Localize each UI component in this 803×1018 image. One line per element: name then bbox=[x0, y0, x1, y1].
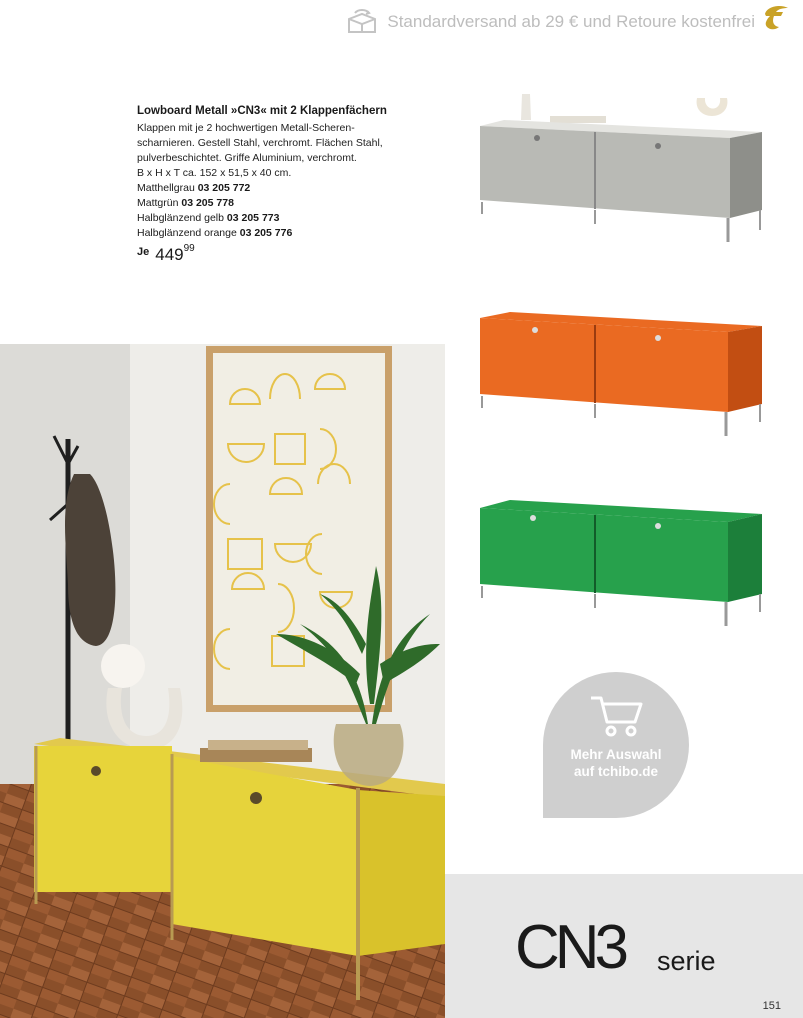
price bbox=[137, 245, 457, 262]
lowboard-front bbox=[480, 126, 730, 218]
description-line: B x H x T ca. 152 x 51,5 x 40 cm. bbox=[137, 167, 292, 179]
shipping-text: Standardversand ab 29 € und Retoure kostenfrei bbox=[387, 12, 755, 31]
price-euros: 449 bbox=[155, 245, 184, 264]
shopping-cart-icon bbox=[589, 694, 645, 738]
variant-name: Halbglänzend gelb bbox=[137, 212, 224, 224]
variant-name: Halbglänzend orange bbox=[137, 227, 237, 239]
page-number: 151 bbox=[762, 1000, 781, 1012]
badge-line-1: Mehr Auswahl bbox=[570, 747, 662, 762]
product-description bbox=[137, 121, 457, 181]
variant-grey bbox=[137, 181, 457, 196]
box-return-icon bbox=[345, 9, 379, 35]
series-name: CN3 bbox=[515, 913, 625, 982]
shipping-info bbox=[345, 9, 755, 35]
article-number: 03 205 778 bbox=[181, 197, 234, 209]
article-number: 03 205 776 bbox=[239, 227, 293, 239]
series-suffix: serie bbox=[657, 946, 716, 976]
variant-yellow bbox=[137, 211, 457, 226]
more-choice-badge[interactable] bbox=[543, 672, 689, 818]
description-line: scharnieren. Gestell Stahl, verchromt. Flächen Stahl, bbox=[137, 137, 383, 149]
variant-name: Mattgrün bbox=[137, 197, 179, 209]
price-prefix: Je bbox=[137, 246, 150, 258]
lowboard-side bbox=[728, 514, 762, 602]
product-title: Lowboard Metall »CN3« mit 2 Klappenfächern bbox=[137, 105, 387, 117]
lowboard-front bbox=[480, 318, 728, 412]
lowboard-side bbox=[728, 326, 762, 412]
product-info bbox=[137, 104, 457, 262]
variant-name: Matthellgrau bbox=[137, 182, 195, 194]
lowboard-side bbox=[730, 132, 762, 218]
price-amount bbox=[155, 243, 195, 264]
product-image-grey bbox=[470, 92, 770, 222]
article-number: 03 205 773 bbox=[226, 212, 280, 224]
series-box bbox=[445, 874, 803, 1018]
description-line: pulverbeschichtet. Griffe Aluminium, verchromt. bbox=[137, 152, 357, 164]
lifestyle-photo bbox=[0, 344, 445, 1018]
yellow-lowboard-door bbox=[34, 746, 172, 892]
variant-green bbox=[137, 196, 457, 211]
description-line: Klappen mit je 2 hochwertigen Metall-Scheren- bbox=[137, 122, 355, 134]
more-choice-text bbox=[543, 746, 689, 780]
article-number: 03 205 772 bbox=[197, 182, 251, 194]
badge-line-2: auf tchibo.de bbox=[574, 764, 658, 779]
price-cents: 99 bbox=[183, 243, 195, 254]
yellow-lowboard-door bbox=[172, 756, 358, 956]
product-image-green bbox=[470, 490, 770, 620]
product-image-orange bbox=[470, 300, 770, 430]
tchibo-logo-icon bbox=[761, 2, 793, 34]
variant-orange bbox=[137, 226, 457, 241]
lowboard-front bbox=[480, 508, 728, 602]
